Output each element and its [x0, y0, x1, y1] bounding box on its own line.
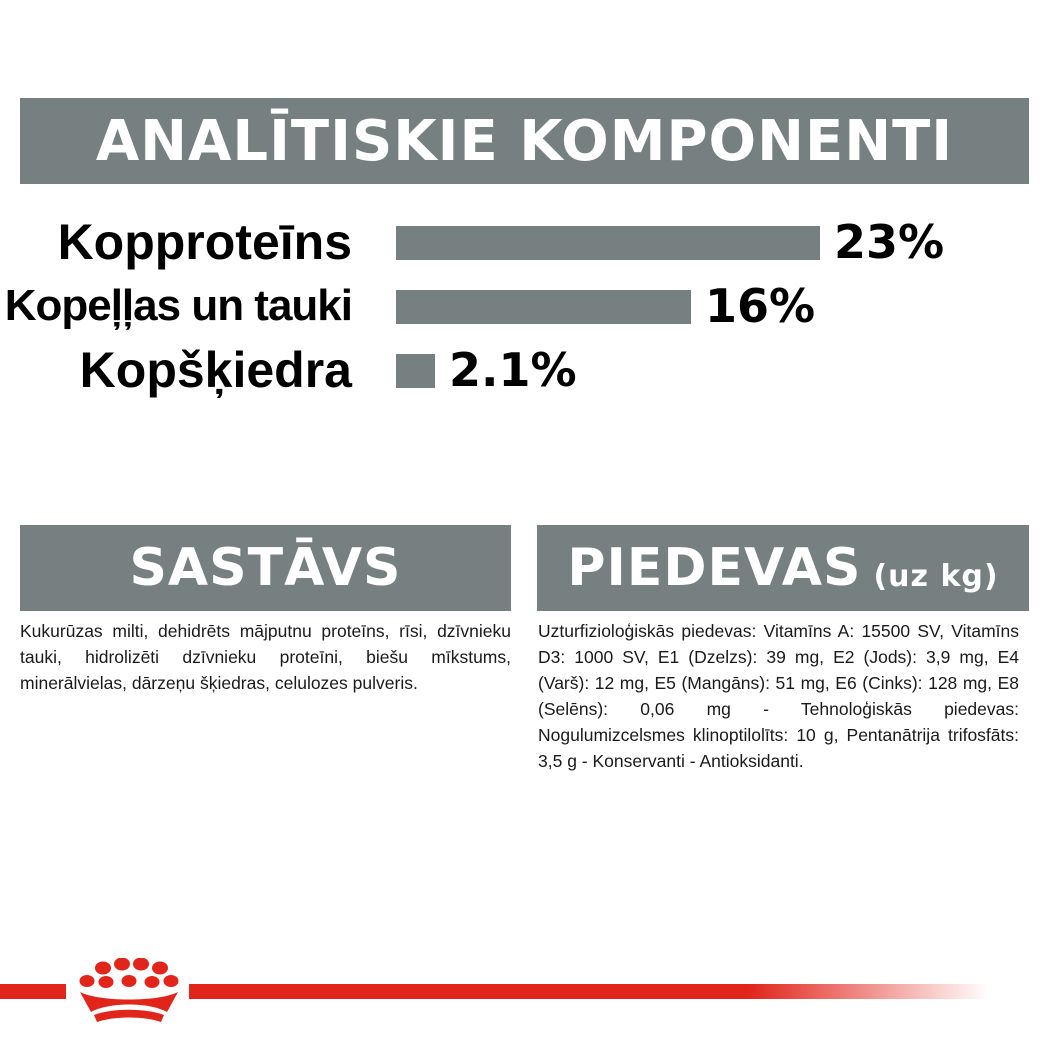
crown-logo — [74, 958, 184, 1042]
chart-bar — [396, 354, 435, 388]
title-banner — [20, 98, 1029, 184]
chart-category-label: Kopšķiedra — [79, 342, 352, 398]
chart-bar — [396, 290, 691, 324]
page-title: ANALĪTISKIE KOMPONENTI — [95, 108, 954, 174]
composition-banner — [20, 525, 511, 611]
additives-heading: PIEDEVAS — [567, 538, 862, 598]
composition-heading: SASTĀVS — [129, 538, 402, 598]
chart-value-label: 16% — [705, 279, 816, 333]
chart-category-label: Kopproteīns — [57, 214, 352, 270]
additives-banner — [537, 525, 1029, 611]
chart-value-label: 23% — [834, 215, 945, 269]
footer-line-left — [0, 984, 66, 999]
chart-value-label: 2.1% — [449, 343, 577, 397]
chart-bar — [396, 226, 820, 260]
additives-text: Uzturfizioloģiskās piedevas: Vitamīns A: 15500 SV, Vitamīns D3: 1000 SV, E1 (Dzelzs): 39 mg, E2 (Jods): 3,9 mg, E4 (Varš): 12 mg, E5 (Mangāns): 51 mg, E6 (Cinks): 128 mg, E8 (Selēns): 0,06 mg - Tehnoloģiskās piedevas: Nogulumizcelsmes klinoptilolīts: 10 g, Pentanātrija trifosfāts: 3,5 g - Konservanti - Antioksidanti. — [538, 621, 1019, 771]
composition-text: Kukurūzas milti, dehidrēts mājputnu proteīns, rīsi, dzīvnieku tauki, hidrolizēti dzīvnieku proteīni, biešu mīkstums, minerālvielas, dārzeņu šķiedras, celulozes pulveris. — [20, 621, 511, 693]
footer-line-right — [189, 984, 989, 999]
chart-category-label: Kopeļļas un tauki — [4, 281, 352, 330]
additives-unit: (uz kg) — [873, 558, 999, 594]
